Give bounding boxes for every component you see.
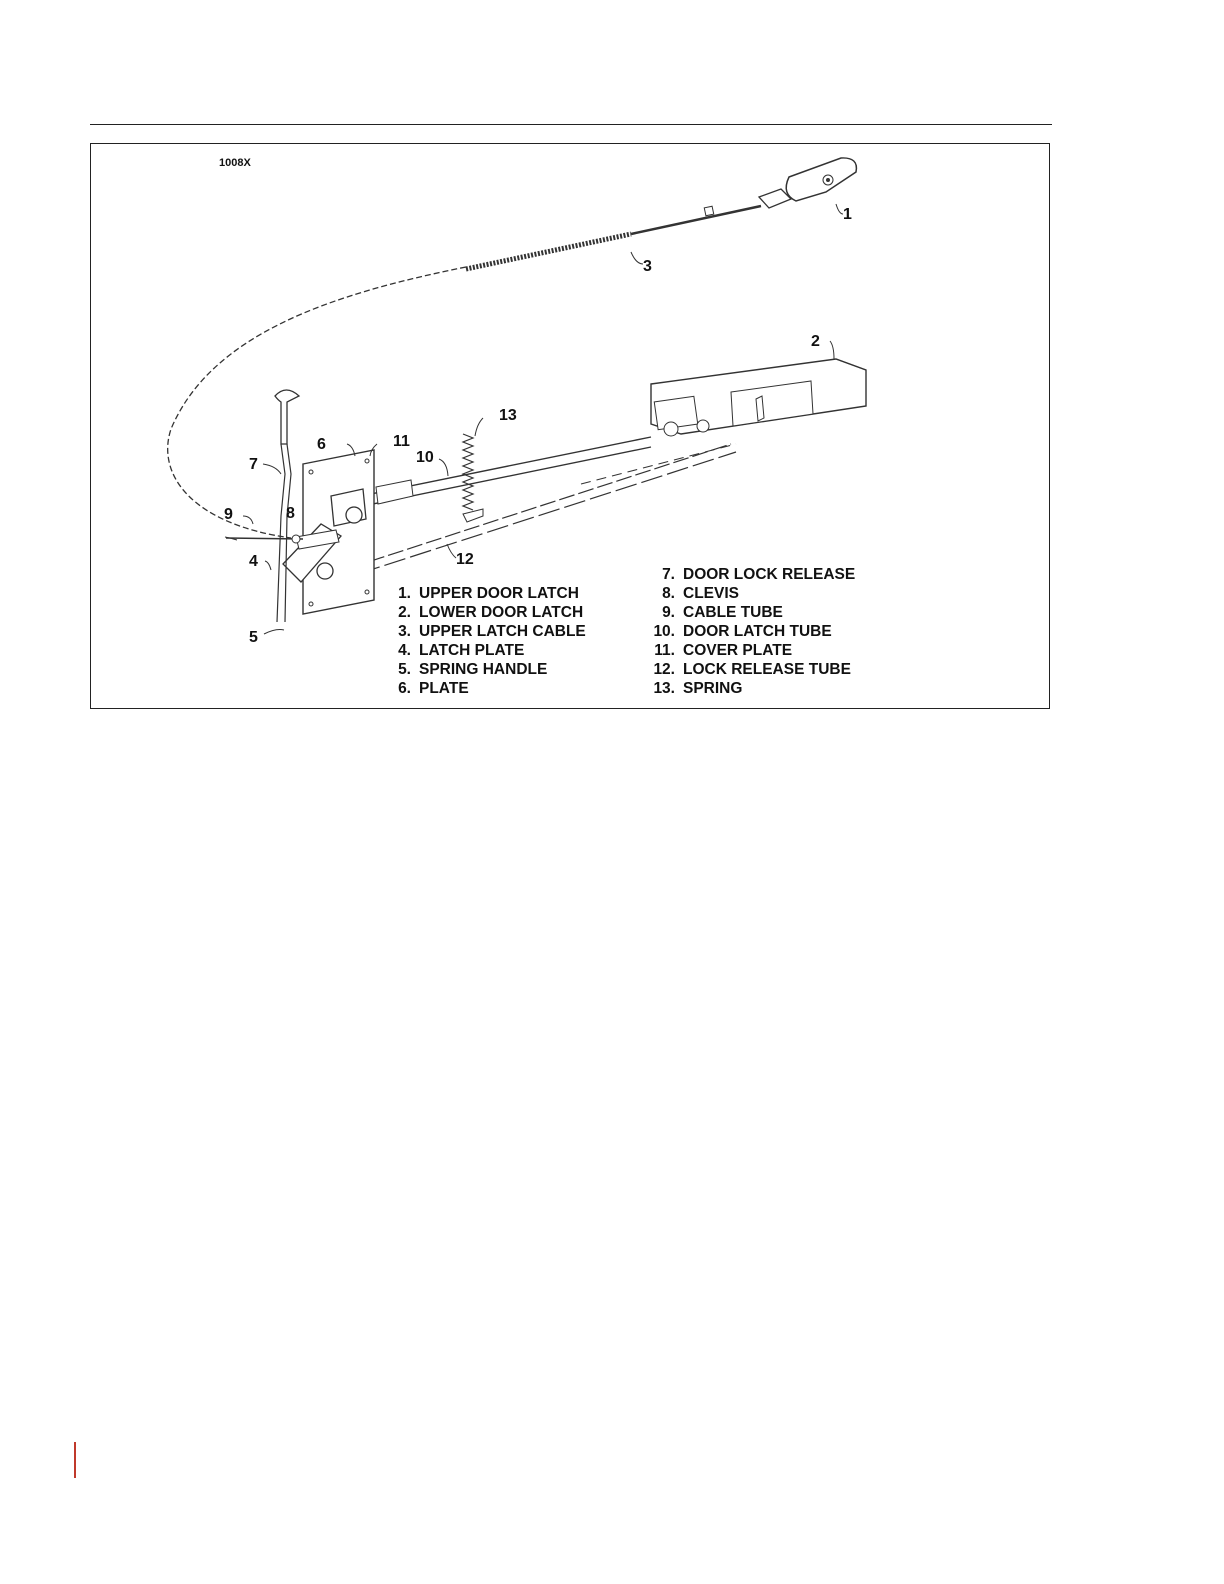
callout-7: 7 bbox=[249, 456, 258, 473]
callout-12: 12 bbox=[456, 551, 474, 568]
legend-item: 10. DOOR LATCH TUBE bbox=[653, 623, 832, 640]
legend-item: 8. CLEVIS bbox=[662, 585, 739, 602]
callout-2: 2 bbox=[811, 333, 820, 350]
legend-item: 11. COVER PLATE bbox=[654, 642, 793, 659]
legend-item: 1. UPPER DOOR LATCH bbox=[398, 585, 579, 602]
callout-11: 11 bbox=[393, 433, 410, 450]
callout-6: 6 bbox=[317, 436, 326, 453]
figure-frame bbox=[90, 143, 1050, 709]
legend-right bbox=[647, 565, 855, 698]
legend-item: 6. PLATE bbox=[398, 680, 469, 697]
figure-code: 1008X bbox=[219, 157, 251, 169]
legend-item: 7. DOOR LOCK RELEASE bbox=[662, 566, 856, 583]
callout-3: 3 bbox=[643, 258, 652, 275]
margin-mark bbox=[74, 1442, 76, 1478]
callout-13: 13 bbox=[499, 407, 517, 424]
callout-5: 5 bbox=[249, 629, 258, 646]
legend-item: 12. LOCK RELEASE TUBE bbox=[653, 661, 851, 678]
legend-item: 13. SPRING bbox=[653, 680, 743, 697]
callout-8: 8 bbox=[286, 505, 295, 522]
callout-10: 10 bbox=[416, 449, 434, 466]
legend-item: 2. LOWER DOOR LATCH bbox=[398, 604, 584, 621]
legend-item: 9. CABLE TUBE bbox=[662, 604, 783, 621]
header-rule bbox=[90, 124, 1052, 125]
callout-1: 1 bbox=[843, 206, 852, 223]
callout-9: 9 bbox=[224, 506, 233, 523]
legend-item: 5. SPRING HANDLE bbox=[398, 661, 548, 678]
legend-item: 3. UPPER LATCH CABLE bbox=[398, 623, 586, 640]
legend-item: 4. LATCH PLATE bbox=[398, 642, 525, 659]
callout-4: 4 bbox=[249, 553, 258, 570]
legend-left bbox=[383, 584, 586, 698]
